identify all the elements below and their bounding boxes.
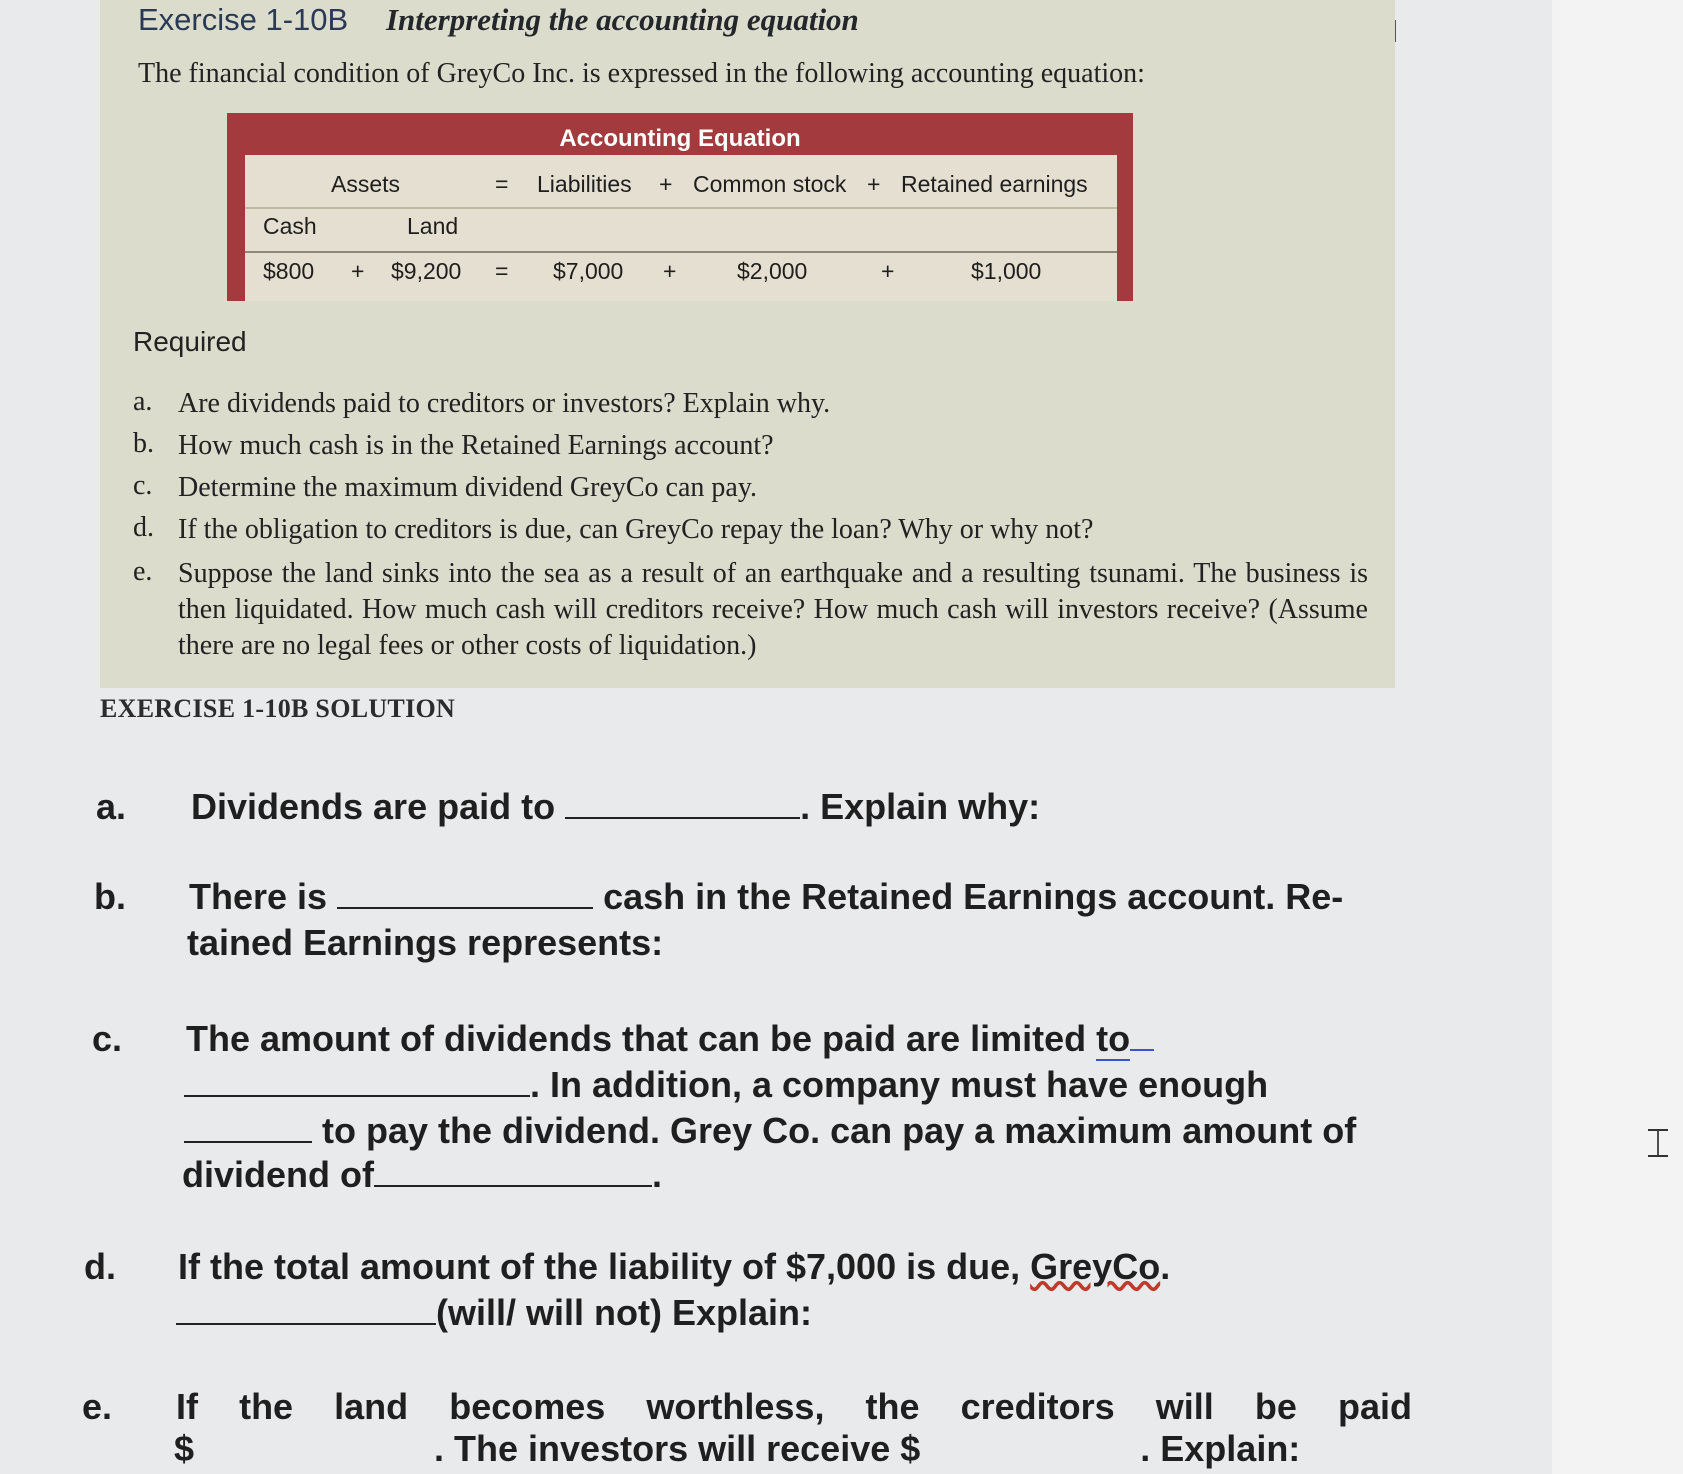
common-stock-header: Common stock — [693, 171, 847, 197]
land-header: Land — [407, 213, 459, 239]
exercise-title: Interpreting the accounting equation — [385, 2, 859, 37]
answer-c-letter: c. — [92, 1018, 123, 1059]
assets-header: Assets — [331, 171, 401, 197]
answer-d-blank[interactable] — [176, 1293, 436, 1325]
land-value: $9,200 — [391, 258, 462, 284]
answer-c-blank-3[interactable] — [374, 1155, 652, 1187]
required-title: Required — [133, 326, 247, 357]
cash-header: Cash — [263, 213, 317, 239]
exercise-intro: The financial condition of GreyCo Inc. is expressed in the following accounting equation: — [138, 58, 1145, 89]
plus-sign: + — [663, 258, 677, 284]
solution-title: EXERCISE 1-10B SOLUTION — [100, 694, 456, 723]
table-body — [245, 155, 1117, 301]
equals-sign: = — [495, 171, 509, 197]
divider — [245, 251, 1117, 253]
answer-a: Dividends are paid to . Explain why: — [191, 786, 1041, 827]
answer-e-line2: $ . The investors will receive $ . Explain: — [174, 1428, 1301, 1469]
answer-d-letter: d. — [84, 1246, 116, 1287]
answer-c-line2: . In addition, a company must have enough — [184, 1064, 1268, 1106]
accounting-equation-table — [227, 113, 1133, 301]
answer-c-blank-1[interactable] — [184, 1065, 530, 1097]
right-margin — [1552, 0, 1683, 1474]
answer-b-line2: tained Earnings represents: — [187, 922, 664, 963]
answer-e-letter: e. — [82, 1386, 113, 1427]
divider — [245, 207, 1117, 209]
plus-sign: + — [881, 258, 895, 284]
exercise-heading — [138, 2, 859, 38]
answer-c-line1: The amount of dividends that can be paid are limited to — [186, 1018, 1154, 1060]
retained-earnings-header: Retained earnings — [901, 171, 1088, 197]
plus-sign: + — [351, 258, 365, 284]
equals-sign: = — [495, 258, 509, 284]
answer-c-blank-2[interactable] — [184, 1111, 312, 1143]
plus-sign: + — [659, 171, 673, 197]
answer-e-line1: If the land becomes worthless, the creditors will be paid — [176, 1386, 1412, 1427]
answer-b-letter: b. — [94, 876, 126, 917]
liabilities-header: Liabilities — [537, 171, 632, 197]
table-title: Accounting Equation — [559, 125, 801, 152]
answer-c-line3: to pay the dividend. Grey Co. can pay a maximum amount of — [184, 1110, 1356, 1152]
cash-value: $800 — [263, 258, 315, 284]
exercise-number: Exercise 1-10B — [138, 2, 349, 37]
liabilities-value: $7,000 — [553, 258, 624, 284]
text-cursor-icon: ⌶ — [1646, 1121, 1670, 1167]
answer-c-line4: dividend of . — [182, 1154, 663, 1195]
answer-d-line1: If the total amount of the liability of $7,000 is due, GreyCo. — [178, 1246, 1171, 1287]
answer-b-blank[interactable] — [337, 877, 593, 909]
answer-d-line2: (will/ will not) Explain: — [176, 1292, 812, 1334]
plus-sign: + — [867, 171, 881, 197]
retained-earnings-value: $1,000 — [971, 258, 1042, 284]
answer-e-blank-2[interactable] — [920, 1431, 1140, 1461]
answer-b: There is cash in the Retained Earnings account. Re- — [189, 876, 1344, 917]
common-stock-value: $2,000 — [737, 258, 808, 284]
answer-a-blank[interactable] — [565, 787, 800, 819]
answer-a-letter: a. — [96, 786, 127, 827]
answer-e-blank-1[interactable] — [194, 1431, 434, 1461]
